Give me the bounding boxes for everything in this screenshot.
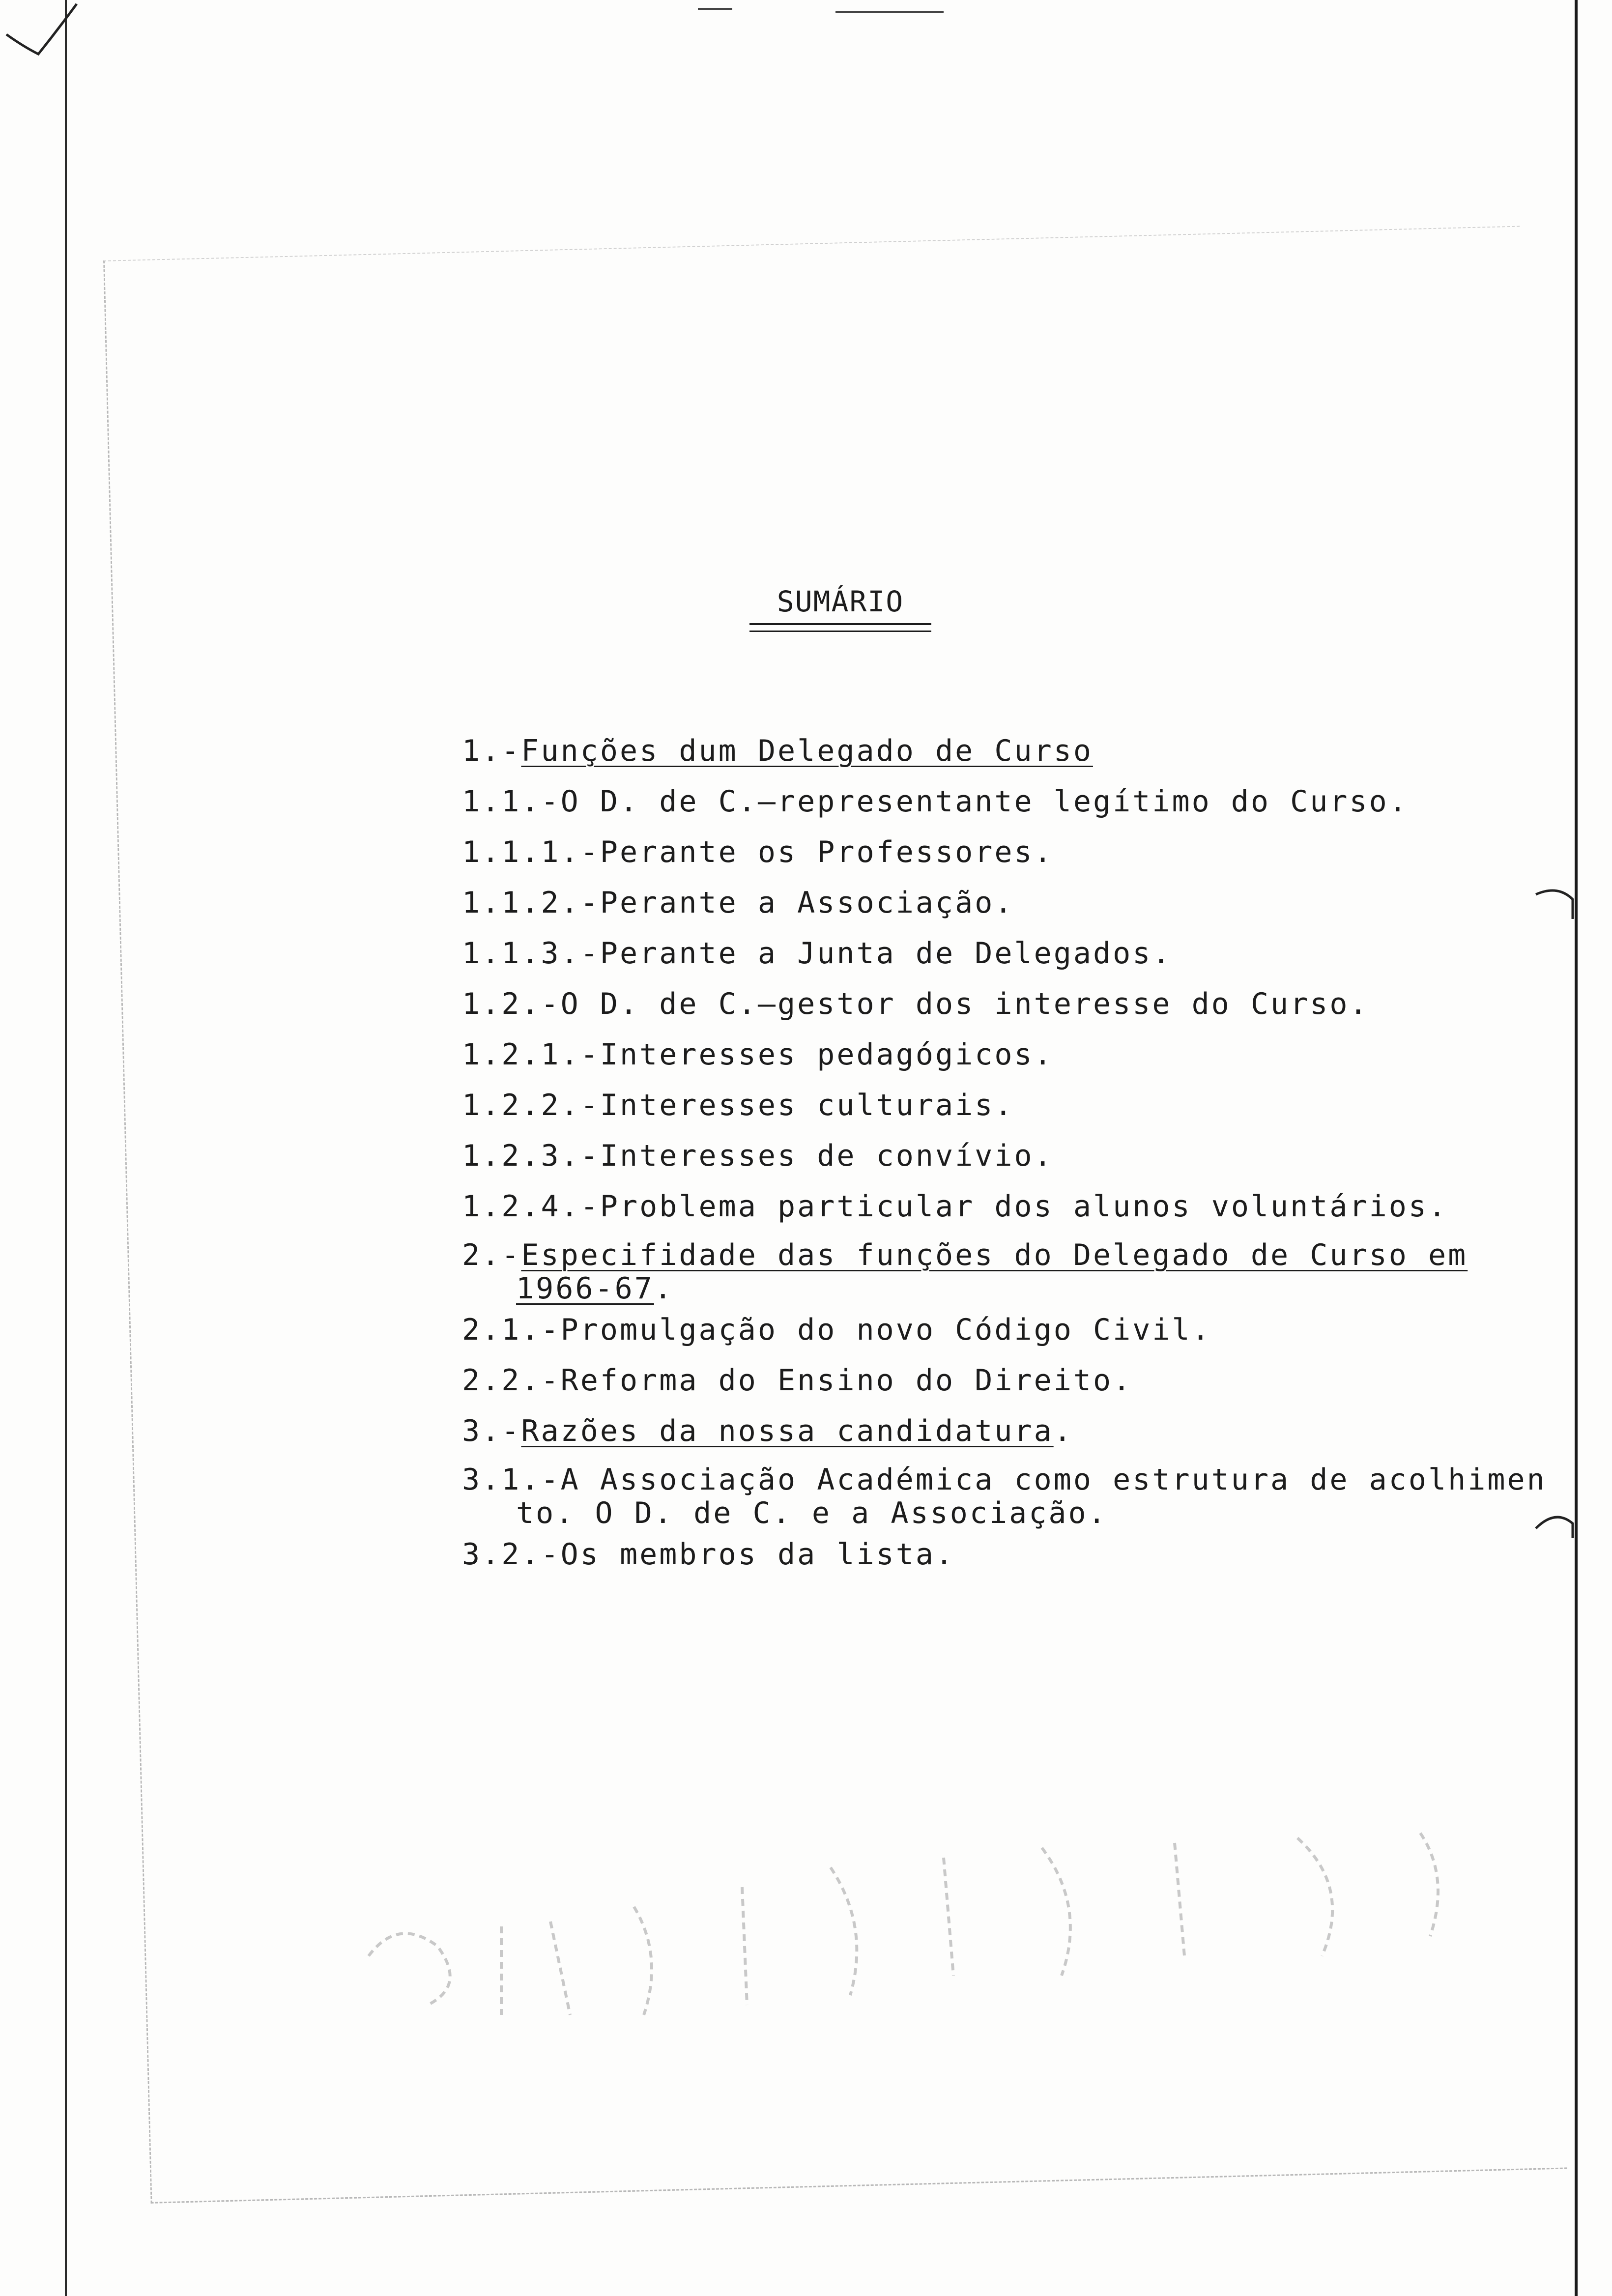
- toc-entry: [462, 1188, 1568, 1238]
- toc-entry-continuation: [462, 1496, 1568, 1530]
- toc-entry: [462, 1362, 1568, 1412]
- scan-artifact-dash: [698, 8, 732, 10]
- toc-entry: [462, 1087, 1568, 1137]
- toc-entry-continuation-suffix: .: [654, 1271, 674, 1306]
- toc-entry: [462, 1463, 1568, 1536]
- toc-entry: [462, 1311, 1568, 1362]
- toc-entry: [462, 732, 1568, 783]
- toc-entry-text: Funções dum Delegado de Curso: [521, 734, 1093, 768]
- toc-entry-continuation-text: 1966-67: [516, 1271, 654, 1306]
- toc-entry-number: 1.2.1.-: [462, 1037, 600, 1072]
- toc-entry: [462, 1412, 1568, 1463]
- toc-entry-number: 1.-: [462, 734, 521, 768]
- toc-entry: [462, 833, 1568, 884]
- toc-entry-text: O D. de C.—representante legítimo do Curso.: [560, 784, 1409, 819]
- toc-entry-text: O D. de C.—gestor dos interesse do Curso.: [560, 987, 1369, 1021]
- scan-left-edge: [65, 0, 67, 2296]
- toc-entry-suffix: .: [1053, 1414, 1073, 1448]
- toc-entry: [462, 1137, 1568, 1188]
- toc-entry-text: Interesses pedagógicos.: [600, 1037, 1054, 1072]
- toc-entry-number: 1.2.2.-: [462, 1088, 600, 1122]
- toc-entry-number: 1.2.4.-: [462, 1189, 600, 1224]
- toc-entry-number: 1.2.3.-: [462, 1139, 600, 1173]
- table-of-contents: [462, 732, 1568, 1586]
- toc-entry-text: Reforma do Ensino do Direito.: [560, 1363, 1133, 1398]
- faded-stamp-marks: [339, 1828, 1469, 2035]
- toc-entry: [462, 985, 1568, 1036]
- toc-entry: [462, 935, 1568, 985]
- toc-entry-number: 2.1.-: [462, 1313, 561, 1347]
- toc-entry-text: A Associação Académica como estrutura de acolhimen: [560, 1463, 1547, 1497]
- toc-entry-text: Razões da nossa candidatura: [521, 1414, 1054, 1448]
- toc-entry-number: 1.2.-: [462, 987, 561, 1021]
- page-title: SUMÁRIO: [749, 585, 931, 625]
- toc-entry-number: 1.1.1.-: [462, 835, 600, 869]
- toc-entry: [462, 1536, 1568, 1586]
- toc-entry-number: 2.-: [462, 1238, 521, 1272]
- toc-entry-text: Os membros da lista.: [560, 1537, 955, 1572]
- toc-entry-number: 1.1.-: [462, 784, 561, 819]
- toc-entry-number: 3.-: [462, 1414, 521, 1448]
- toc-entry-number: 3.1.-: [462, 1463, 561, 1497]
- toc-entry-number: 3.2.-: [462, 1537, 561, 1572]
- toc-entry: [462, 1036, 1568, 1087]
- toc-entry-number: 2.2.-: [462, 1363, 561, 1398]
- toc-entry-number: 1.1.3.-: [462, 936, 600, 971]
- toc-entry-text: Especifidade das funções do Delegado de Curso em: [521, 1238, 1468, 1272]
- toc-entry: [462, 884, 1568, 935]
- toc-entry-text: Interesses de convívio.: [600, 1139, 1054, 1173]
- toc-entry: [462, 783, 1568, 833]
- toc-entry-continuation: [462, 1272, 1568, 1305]
- scan-right-edge: [1575, 0, 1578, 2296]
- toc-entry-continuation-text: to. O D. de C. e a Associação.: [516, 1496, 1108, 1530]
- toc-entry-text: Problema particular dos alunos voluntários.: [600, 1189, 1448, 1224]
- check-mark-icon: [4, 0, 78, 59]
- toc-entry-number: 1.1.2.-: [462, 886, 600, 920]
- toc-entry-text: Perante a Associação.: [600, 886, 1014, 920]
- toc-entry-text: Promulgação do novo Código Civil.: [560, 1313, 1211, 1347]
- toc-entry: [462, 1238, 1568, 1311]
- scan-artifact-dash: [835, 11, 944, 13]
- toc-entry-text: Interesses culturais.: [600, 1088, 1014, 1122]
- toc-entry-text: Perante a Junta de Delegados.: [600, 936, 1172, 971]
- toc-entry-text: Perante os Professores.: [600, 835, 1054, 869]
